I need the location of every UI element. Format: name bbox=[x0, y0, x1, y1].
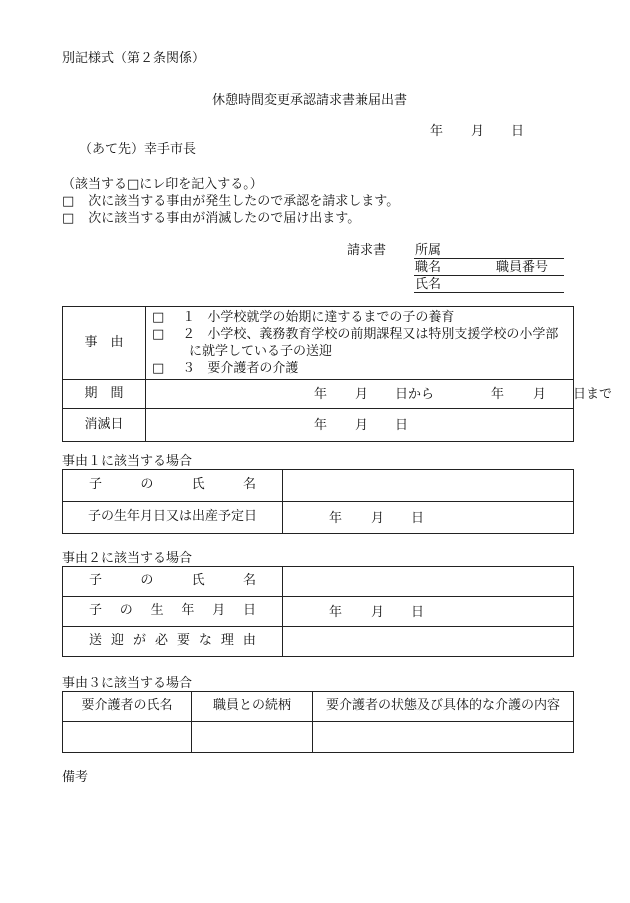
pickup-reason-field[interactable] bbox=[283, 627, 574, 657]
date-day: 日 bbox=[511, 124, 525, 139]
reason-option-3[interactable]: □ ３ 要介護者の介護 bbox=[152, 361, 299, 376]
period-row bbox=[63, 380, 574, 409]
reason-label: 事 由 bbox=[63, 307, 146, 380]
relationship-field[interactable] bbox=[192, 722, 313, 753]
relationship-header: 職員との続柄 bbox=[192, 692, 313, 722]
checkbox-icon[interactable]: □ bbox=[62, 211, 75, 226]
end-date-row bbox=[63, 409, 574, 442]
instruction-note: （該当する□にレ印を記入する。） bbox=[62, 177, 263, 192]
addressee: （あて先）幸手市長 bbox=[79, 142, 197, 157]
reason-options bbox=[146, 307, 574, 380]
name-label: 氏名 bbox=[415, 277, 442, 292]
period-field[interactable]: 年 月 日から 年 月 日まで bbox=[146, 380, 574, 409]
form-title: 休憩時間変更承認請求書兼届出書 bbox=[212, 93, 408, 108]
child-name-label: 子 の 氏 名 bbox=[63, 470, 283, 502]
caree-name-header: 要介護者の氏名 bbox=[63, 692, 192, 722]
birth-date-field[interactable]: 年 月 日 bbox=[283, 597, 574, 627]
section3-heading: 事由３に該当する場合 bbox=[62, 676, 193, 691]
reason-option-2-cont: に就学している子の送迎 bbox=[189, 344, 333, 359]
requester-label: 請求書 bbox=[347, 243, 387, 258]
care-details-header: 要介護者の状態及び具体的な介護の内容 bbox=[313, 692, 574, 722]
reason-option-2[interactable]: □ ２ 小学校、義務教育学校の前期課程又は特別支援学校の小学部 bbox=[152, 327, 559, 342]
pickup-reason-label: 送 迎 が 必 要 な 理 由 bbox=[63, 627, 283, 657]
option-text: 次に該当する事由が発生したので承認を請求します。 bbox=[88, 194, 400, 209]
child-name-field[interactable] bbox=[283, 470, 574, 502]
section3-table bbox=[62, 691, 574, 753]
remarks-label: 備考 bbox=[62, 770, 89, 785]
checkbox-icon[interactable]: □ bbox=[152, 361, 165, 376]
option-request[interactable] bbox=[62, 195, 399, 208]
option-notify[interactable] bbox=[62, 212, 360, 225]
section2-heading: 事由２に該当する場合 bbox=[62, 551, 193, 566]
position-label: 職名 bbox=[415, 260, 442, 275]
affiliation-line[interactable] bbox=[414, 258, 564, 259]
section2-table bbox=[62, 566, 574, 657]
caree-name-field[interactable] bbox=[63, 722, 192, 753]
reason-row bbox=[63, 307, 574, 380]
care-details-field[interactable] bbox=[313, 722, 574, 753]
date-month: 月 bbox=[471, 124, 485, 139]
birth-date-label: 子の生年月日又は出産予定日 bbox=[63, 502, 283, 534]
position-line[interactable] bbox=[414, 275, 564, 276]
option-text: 次に該当する事由が消滅したので届け出ます。 bbox=[88, 211, 361, 226]
birth-date-label: 子 の 生 年 月 日 bbox=[63, 597, 283, 627]
checkbox-icon[interactable]: □ bbox=[152, 327, 165, 342]
staff-number-label: 職員番号 bbox=[496, 260, 549, 275]
section1-table bbox=[62, 469, 574, 534]
affiliation-label: 所属 bbox=[415, 243, 442, 258]
main-table bbox=[62, 306, 613, 442]
reason-option-1[interactable]: □ １ 小学校就学の始期に達するまでの子の養育 bbox=[152, 310, 455, 325]
child-name-field[interactable] bbox=[283, 567, 574, 597]
period-label: 期 間 bbox=[63, 380, 146, 409]
date-year: 年 bbox=[430, 124, 444, 139]
form-label: 別記様式（第２条関係） bbox=[62, 51, 206, 66]
birth-date-field[interactable]: 年 月 日 bbox=[283, 502, 574, 534]
checkbox-icon[interactable]: □ bbox=[62, 194, 75, 209]
child-name-label: 子 の 氏 名 bbox=[63, 567, 283, 597]
name-line[interactable] bbox=[414, 292, 564, 293]
end-date-field[interactable]: 年 月 日 bbox=[146, 409, 574, 442]
end-date-label: 消滅日 bbox=[63, 409, 146, 442]
checkbox-icon[interactable]: □ bbox=[152, 310, 165, 325]
section1-heading: 事由１に該当する場合 bbox=[62, 454, 193, 469]
